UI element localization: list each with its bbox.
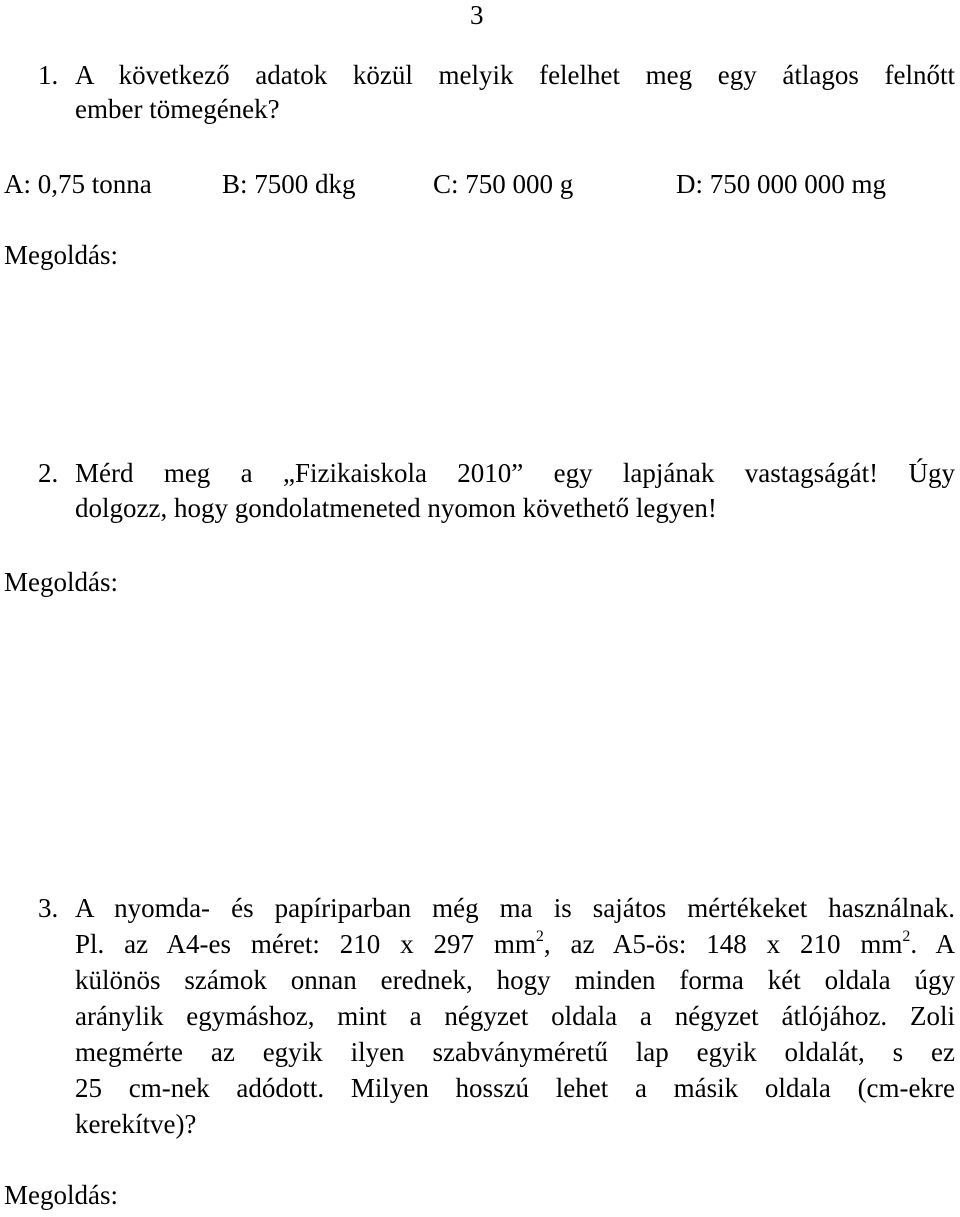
q2-solution-label: Megoldás: (4, 567, 118, 597)
q3-text-line-1: A nyomda- és papíriparban még ma is sajátos mértékeket használnak. (75, 893, 955, 923)
q1-solution-label: Megoldás: (4, 240, 118, 270)
q3-line-2-part-b: , az A5-ös: 148 x 210 mm (543, 929, 903, 959)
q2-text-line-1: Mérd meg a „Fizikaiskola 2010” egy lapjának vastagságát! Úgy (75, 458, 955, 488)
q1-option-b: B: 7500 dkg (222, 169, 356, 199)
q3-text-line-2 (75, 927, 955, 961)
q3-number: 3. (38, 893, 59, 923)
q1-text-line-2: ember tömegének? (75, 94, 280, 124)
q3-text-line-3: különös számok onnan erednek, hogy minden forma két oldala úgy (75, 965, 955, 995)
q3-sup-1: 2 (535, 928, 544, 945)
q3-line-2-part-c: . A (910, 929, 955, 959)
q3-text-line-4: aránylik egymáshoz, mint a négyzet oldala a négyzet átlójához. Zoli (75, 1001, 955, 1031)
q2-text-line-2: dolgozz, hogy gondolatmeneted nyomon követhető legyen! (75, 493, 717, 523)
q3-text-line-5: megmérte az egyik ilyen szabványméretű lap egyik oldalát, s ez (75, 1037, 955, 1067)
q3-sup-2: 2 (902, 928, 911, 945)
q1-option-d: D: 750 000 000 mg (676, 169, 887, 199)
q3-solution-label: Megoldás: (4, 1180, 118, 1210)
q2-number: 2. (38, 458, 59, 488)
q1-option-a: A: 0,75 tonna (4, 169, 152, 199)
q3-text-line-7: kerekítve)? (75, 1109, 197, 1139)
page-number: 3 (470, 0, 484, 30)
q1-text-line-1: A következő adatok közül melyik felelhet meg egy átlagos felnőtt (75, 60, 955, 90)
q1-number: 1. (38, 60, 59, 90)
q1-option-c: C: 750 000 g (433, 169, 574, 199)
q3-line-2-part-a: Pl. az A4-es méret: 210 x 297 mm (75, 929, 536, 959)
q3-text-line-6: 25 cm-nek adódott. Milyen hosszú lehet a másik oldala (cm-ekre (75, 1073, 955, 1103)
